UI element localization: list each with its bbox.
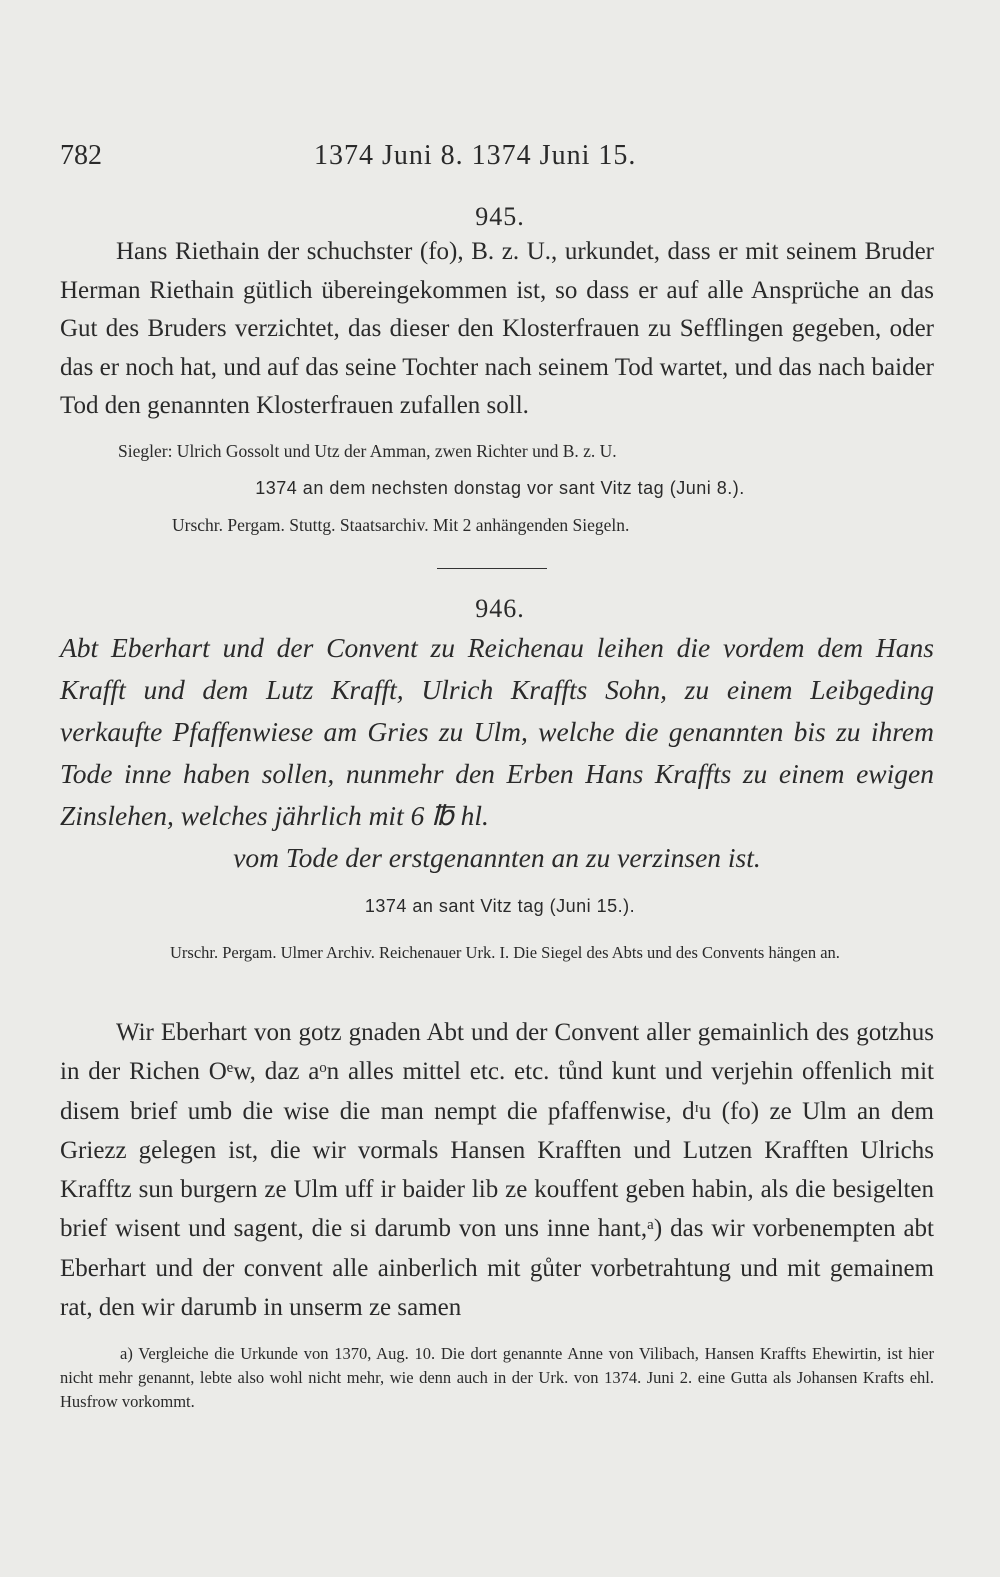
charter-text-946: [60, 1013, 934, 1327]
dateline-946: 1374 an sant Vitz tag (Juni 15.).: [364, 896, 636, 916]
regest-945: [60, 233, 934, 426]
summary-946: [60, 627, 934, 879]
summary-946-last-line: vom Tode der erstgenannten an zu verzinsen ist.: [233, 842, 761, 873]
source-945: Urschr. Pergam. Stuttg. Staatsarchiv. Mit 2 anhängenden Siegeln.: [172, 515, 630, 535]
summary-946-main: Abt Eberhart und der Convent zu Reichenau leihen die vordem dem Hans Krafft und dem Lutz Krafft, Ulrich Kraffts Sohn, zu einem Leibgeding verkaufte Pfaffenwiese am Gries zu Ulm, welche die genannten bis zu ihrem Tode inne haben sollen, nunmehr den Erben Hans Kraffts zu einem ewigen Zinslehen, welches jährlich mit 6 ℔ hl.: [60, 632, 934, 831]
document-number-945: 945.: [475, 202, 525, 231]
charter-text-946-body: Wir Eberhart von gotz gnaden Abt und der Convent aller gemainlich des gotzhus in der Richen Oᵉw, daz aᵒn alles mittel etc. etc. tůnd kunt und verjehin offenlich mit disem brief umb die wise die man nempt die pfaffenwise, dᶦu (fo) ze Ulm an dem Griezz gelegen ist, die wir vormals Hansen Krafften und Lutzen Krafften Ulrichs Krafftz sun burgern ze Ulm uff ir baider lib ze kouffent geben habin, als die besigelten brief wisent und sagent, die si darumb von uns inne hant,ᵃ) das wir vorbenempten abt Eberhart und der convent alle ainberlich mit gůter vorbetrahtung und mit gemainem rat, den wir darumb in unserm ze samen: [60, 1019, 934, 1322]
footnote-a-text: a) Vergleiche die Urkunde von 1370, Aug. 10. Die dort genannte Anne von Vilibach, Hansen Kraffts Ehewirtin, ist hier nicht mehr genannt, lebte also wohl nicht mehr, wie denn auch in der Urk. von 1374. Juni 2. eine Gutta als Johansen Krafts ehl. Husfrow vorkommt.: [60, 1344, 934, 1411]
document-number-946: 946.: [475, 594, 525, 623]
footnote-a: [60, 1342, 934, 1414]
page-number: 782: [60, 140, 102, 171]
page-header: [60, 140, 960, 180]
regest-945-text: Hans Riethain der schuchster (fo), B. z. U., urkundet, dass er mit seinem Bruder Herman Riethain gütlich übereingekommen ist, so dass er auf alle Ansprüche an das Gut des Bruders verzichtet, das dieser den Klosterfrauen zu Sefflingen gegeben, oder das er noch hat, und auf das seine Tochter nach seinem Tod wartet, und das nach baider Tod den genannten Klosterfrauen zufallen soll.: [60, 238, 934, 419]
section-divider: [437, 568, 547, 569]
sealers-945: Siegler: Ulrich Gossolt und Utz der Amman, zwen Richter und B. z. U.: [118, 441, 617, 461]
source-946-text: Urschr. Pergam. Ulmer Archiv. Reichenauer Urk. I. Die Siegel des Abts und des Convents hängen an.: [170, 943, 840, 962]
dateline-945: 1374 an dem nechsten donstag vor sant Vitz tag (Juni 8.).: [255, 478, 745, 498]
running-title: 1374 Juni 8. 1374 Juni 15.: [314, 140, 637, 171]
source-946: [170, 940, 934, 965]
